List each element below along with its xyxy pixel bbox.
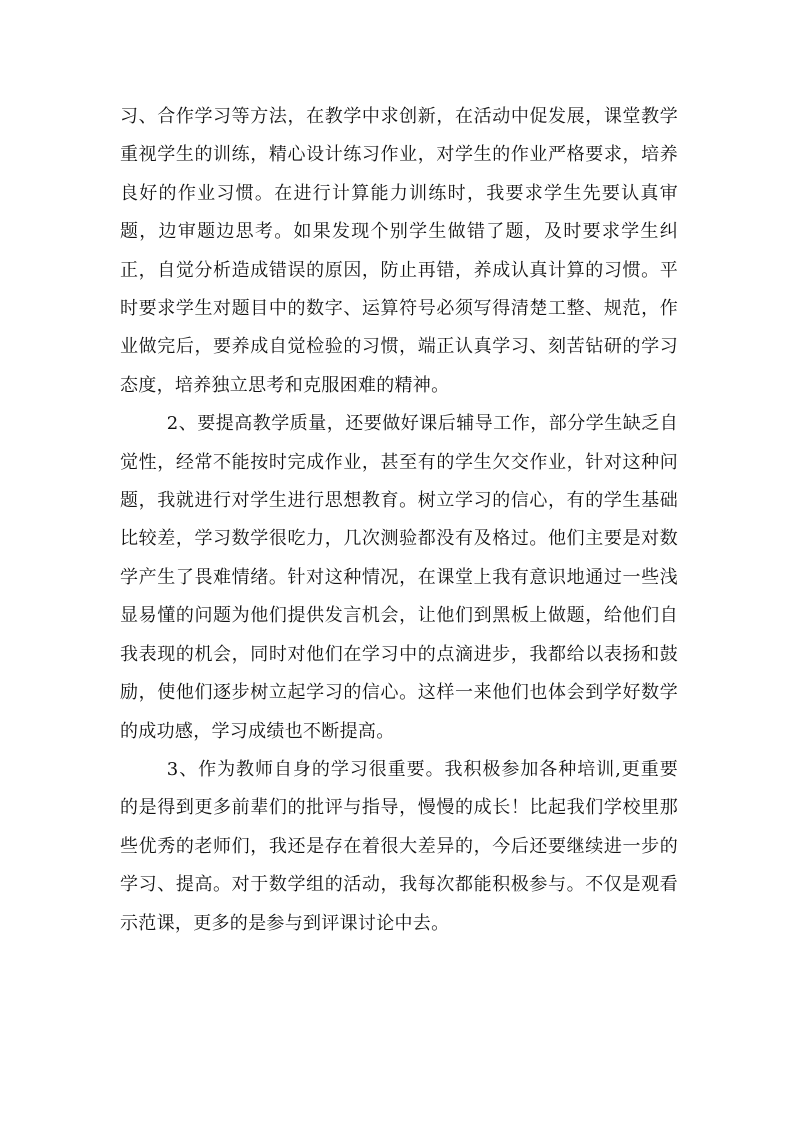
paragraph-item-3: 3、作为教师自身的学习很重要。我积极参加各种培训,更重要的是得到更多前辈们的批评与指导，慢慢的成长！比起我们学校里那些优秀的老师们，我还是存在着很大差异的，今后还要继续进一步的学习、提高。对于数学组的活动，我每次都能积极参与。不仅是观看示范课，更多的是参与到评课讨论中去。 [120, 758, 678, 934]
paragraph-continuation: 习、合作学习等方法，在教学中求创新，在活动中促发展，课堂教学重视学生的训练，精心设计练习作业，对学生的作业严格要求，培养良好的作业习惯。在进行计算能力训练时，我要求学生先要认真审题，边审题边思考。如果发现个别学生做错了题，及时要求学生纠正，自觉分析造成错误的原因，防止再错，养成认真计算的习惯。平时要求学生对题目中的数字、运算符号必须写得清楚工整、规范，作业做完后，要养成自觉检验的习惯，端正认真学习、刻苦钻研的学习态度，培养独立思考和克服困难的精神。 [120, 106, 678, 396]
paragraph-item-2: 2、要提高教学质量，还要做好课后辅导工作，部分学生缺乏自觉性，经常不能按时完成作业，甚至有的学生欠交作业，针对这种问题，我就进行对学生进行思想教育。树立学习的信心，有的学生基础比较差，学习数学很吃力，几次测验都没有及格过。他们主要是对数学产生了畏难情绪。针对这种情况，在课堂上我有意识地通过一些浅显易懂的问题为他们提供发言机会，让他们到黑板上做题，给他们自我表现的机会，同时对他们在学习中的点滴进步，我都给以表扬和鼓励，使他们逐步树立起学习的信心。这样一来他们也体会到学好数学的成功感，学习成绩也不断提高。 [120, 413, 678, 742]
document-body [120, 98, 678, 943]
